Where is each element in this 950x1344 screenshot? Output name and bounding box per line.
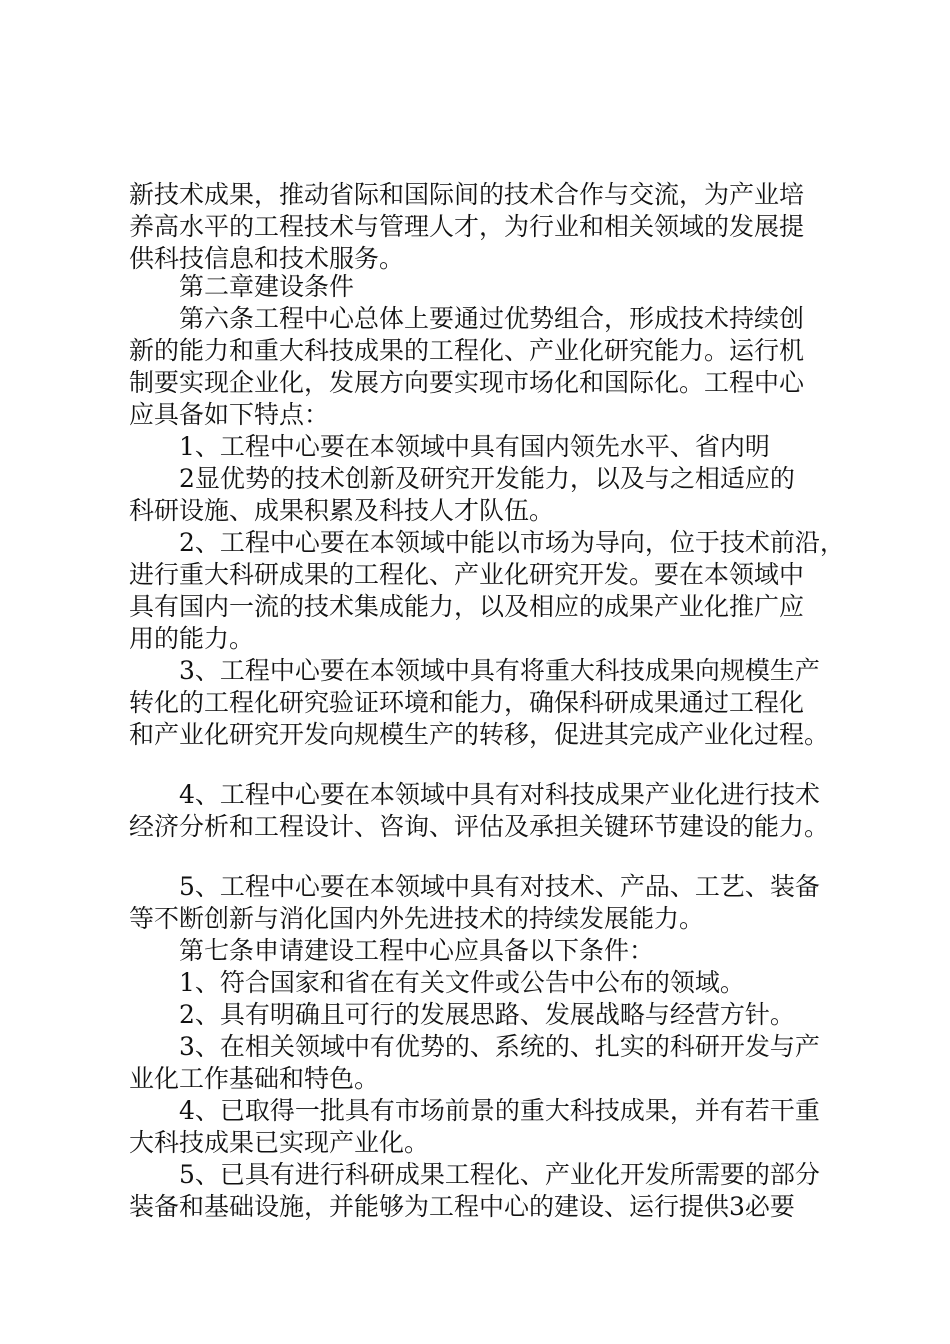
text-line: 第六条工程中心总体上要通过优势组合，形成技术持续创 (179, 304, 805, 333)
text-line: 养高水平的工程技术与管理人才，为行业和相关领域的发展提 (129, 212, 805, 241)
text-line: 用的能力。 (129, 624, 255, 653)
text-line: 4、已取得一批具有市场前景的重大科技成果，并有若干重 (179, 1096, 820, 1125)
text-line: 进行重大科研成果的工程化、产业化研究开发。要在本领域中 (129, 560, 805, 589)
text-line: 应具备如下特点： (129, 400, 330, 429)
text-line: 5、工程中心要在本领域中具有对技术、产品、工艺、装备 (179, 872, 820, 901)
text-line: 科研设施、成果积累及科技人才队伍。 (129, 496, 555, 525)
text-line: 2显优势的技术创新及研究开发能力，以及与之相适应的 (179, 464, 795, 493)
text-line: 和产业化研究开发向规模生产的转移，促进其完成产业化过程。 (129, 720, 830, 749)
text-line: 转化的工程化研究验证环境和能力，确保科研成果通过工程化 (129, 688, 805, 717)
text-line: 3、在相关领域中有优势的、系统的、扎实的科研开发与产 (179, 1032, 820, 1061)
text-line: 大科技成果已实现产业化。 (129, 1128, 430, 1157)
text-line: 制要实现企业化，发展方向要实现市场化和国际化。工程中心 (129, 368, 805, 397)
text-line: 3、工程中心要在本领域中具有将重大科技成果向规模生产 (179, 656, 820, 685)
text-line: 经济分析和工程设计、咨询、评估及承担关键环节建设的能力。 (129, 812, 830, 841)
text-line: 1、工程中心要在本领域中具有国内领先水平、省内明 (179, 432, 770, 461)
text-line: 2、具有明确且可行的发展思路、发展战略与经营方针。 (179, 1000, 795, 1029)
text-line: 2、工程中心要在本领域中能以市场为导向，位于技术前沿， (179, 528, 845, 557)
text-line: 新的能力和重大科技成果的工程化、产业化研究能力。运行机 (129, 336, 805, 365)
text-line: 4、工程中心要在本领域中具有对科技成果产业化进行技术 (179, 780, 820, 809)
text-line: 第七条申请建设工程中心应具备以下条件： (179, 936, 655, 965)
text-line: 业化工作基础和特色。 (129, 1064, 380, 1093)
text-line: 供科技信息和技术服务。 (129, 244, 405, 273)
text-line: 等不断创新与消化国内外先进技术的持续发展能力。 (129, 904, 705, 933)
text-line: 装备和基础设施，并能够为工程中心的建设、运行提供3必要 (129, 1192, 795, 1221)
section-heading: 第二章建设条件 (179, 272, 355, 301)
text-line: 新技术成果，推动省际和国际间的技术合作与交流，为产业培 (129, 180, 805, 209)
text-line: 5、已具有进行科研成果工程化、产业化开发所需要的部分 (179, 1160, 820, 1189)
text-line: 1、符合国家和省在有关文件或公告中公布的领域。 (179, 968, 745, 997)
text-line: 具有国内一流的技术集成能力，以及相应的成果产业化推广应 (129, 592, 805, 621)
